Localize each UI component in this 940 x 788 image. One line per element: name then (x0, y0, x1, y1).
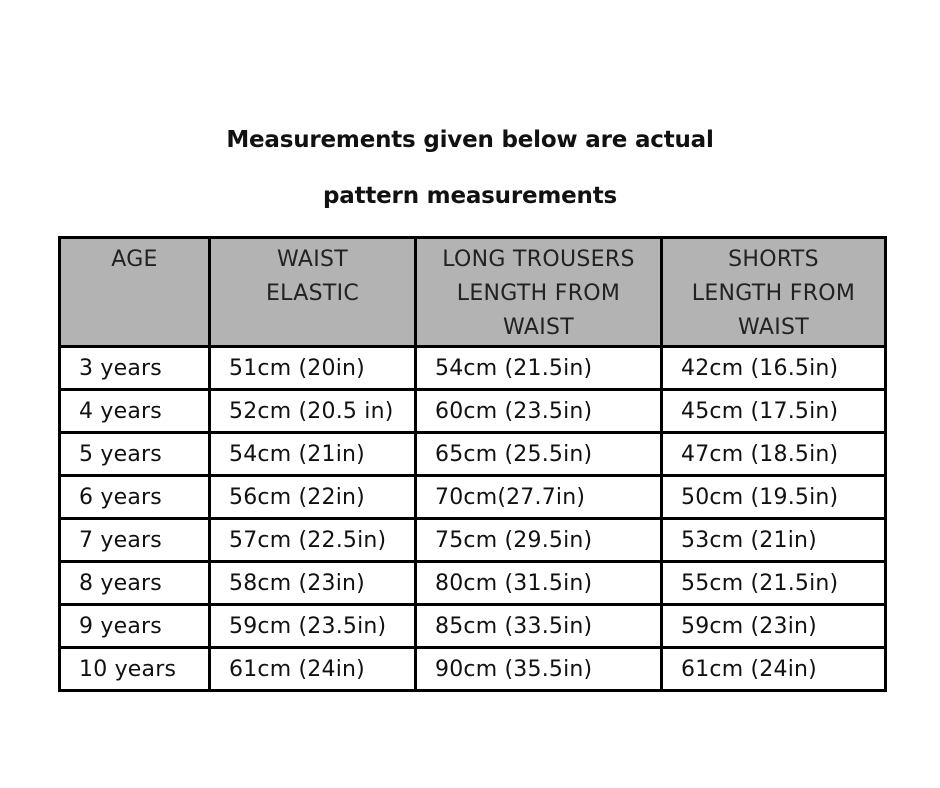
header-age (60, 238, 210, 347)
long-trousers-cell: 65cm (25.5in) (416, 433, 662, 476)
table-row (60, 519, 886, 562)
table-row (60, 347, 886, 390)
long-trousers-cell: 80cm (31.5in) (416, 562, 662, 605)
page-title-line-2: pattern measurements (322, 183, 617, 209)
long-trousers-cell: 54cm (21.5in) (416, 347, 662, 390)
shorts-cell: 50cm (19.5in) (662, 476, 886, 519)
header-long-trousers (416, 238, 662, 347)
header-age-line: AGE (111, 247, 158, 272)
long-trousers-cell: 90cm (35.5in) (416, 648, 662, 691)
long-trousers-cell: 75cm (29.5in) (416, 519, 662, 562)
age-cell: 5 years (60, 433, 210, 476)
shorts-cell: 42cm (16.5in) (662, 347, 886, 390)
age-cell: 4 years (60, 390, 210, 433)
waist-elastic-cell: 58cm (23in) (210, 562, 416, 605)
waist-elastic-cell: 57cm (22.5in) (210, 519, 416, 562)
waist-elastic-cell: 56cm (22in) (210, 476, 416, 519)
table-row (60, 562, 886, 605)
age-cell: 10 years (60, 648, 210, 691)
shorts-cell: 59cm (23in) (662, 605, 886, 648)
table-row (60, 648, 886, 691)
header-waist-elastic (210, 238, 416, 347)
table-row (60, 476, 886, 519)
header-length-from-line: LENGTH FROM (691, 281, 856, 306)
table-header-row (60, 238, 886, 347)
long-trousers-cell: 70cm(27.7in) (416, 476, 662, 519)
shorts-cell: 47cm (18.5in) (662, 433, 886, 476)
header-waist-line: WAIST (277, 247, 348, 272)
age-cell: 6 years (60, 476, 210, 519)
header-length-from-line: LENGTH FROM (456, 281, 621, 306)
page-title-line-1: Measurements given below are actual (226, 127, 714, 153)
waist-elastic-cell: 61cm (24in) (210, 648, 416, 691)
header-elastic-line: ELASTIC (265, 281, 360, 306)
long-trousers-cell: 60cm (23.5in) (416, 390, 662, 433)
shorts-cell: 53cm (21in) (662, 519, 886, 562)
header-long-trousers-line: LONG TROUSERS (442, 247, 635, 272)
age-cell: 8 years (60, 562, 210, 605)
age-cell: 3 years (60, 347, 210, 390)
long-trousers-cell: 85cm (33.5in) (416, 605, 662, 648)
table-row (60, 433, 886, 476)
waist-elastic-cell: 52cm (20.5 in) (210, 390, 416, 433)
waist-elastic-cell: 59cm (23.5in) (210, 605, 416, 648)
age-cell: 9 years (60, 605, 210, 648)
waist-elastic-cell: 54cm (21in) (210, 433, 416, 476)
header-shorts (662, 238, 886, 347)
header-waist-line: WAIST (503, 315, 574, 340)
header-waist-line: WAIST (738, 315, 809, 340)
waist-elastic-cell: 51cm (20in) (210, 347, 416, 390)
shorts-cell: 45cm (17.5in) (662, 390, 886, 433)
header-shorts-line: SHORTS (728, 247, 819, 272)
table-row (60, 390, 886, 433)
shorts-cell: 61cm (24in) (662, 648, 886, 691)
measurements-table (58, 236, 887, 692)
age-cell: 7 years (60, 519, 210, 562)
shorts-cell: 55cm (21.5in) (662, 562, 886, 605)
table-row (60, 605, 886, 648)
